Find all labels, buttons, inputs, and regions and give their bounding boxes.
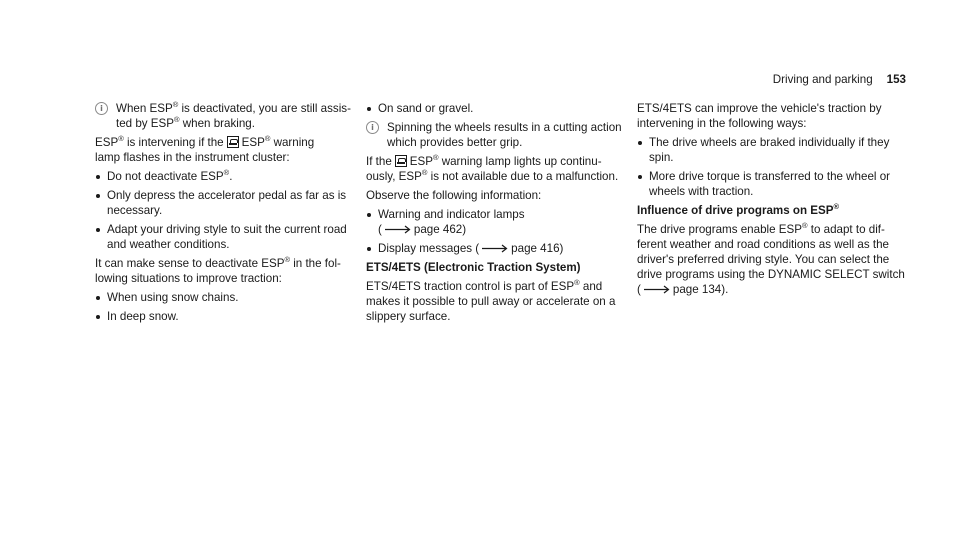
page-link[interactable]: page 462) bbox=[413, 223, 467, 236]
deactivate-text: It can make sense to deactivate ESP® in the fol- lowing situations to improve traction: bbox=[95, 255, 341, 285]
arrow-right-icon bbox=[644, 285, 670, 294]
arrow-right-icon bbox=[385, 225, 411, 234]
column-2 bbox=[366, 101, 631, 328]
bullet-list bbox=[366, 207, 631, 256]
list-item: Only depress the accelerator pedal as far as is necessary. bbox=[95, 188, 360, 218]
info-note: i When ESP® is deactivated, you are still assis- ted by ESP® when braking. bbox=[95, 101, 360, 131]
list-item: The drive wheels are braked individually if they spin. bbox=[637, 135, 907, 165]
page-link[interactable]: page 134). bbox=[672, 283, 729, 296]
bullet-list bbox=[95, 290, 360, 324]
bullet-list bbox=[366, 101, 631, 116]
list-item: Display messages ( page 416) bbox=[366, 241, 631, 256]
column-3 bbox=[637, 101, 907, 301]
drive-programs-text: The drive programs enable ESP® to adapt to dif- ferent weather and road conditions as well as the driver's preferred driving style. You can select the drive programs using the DYNAMIC SELECT switch ( page 134). bbox=[637, 221, 905, 296]
ets-improve-text: ETS/4ETS can improve the vehicle's traction by intervening in the following ways: bbox=[637, 102, 882, 130]
arrow-right-icon bbox=[482, 244, 508, 253]
page-number: 153 bbox=[886, 73, 906, 86]
esp-warning-icon bbox=[227, 136, 239, 148]
section-heading: ETS/4ETS (Electronic Traction System) bbox=[366, 261, 581, 274]
list-item: In deep snow. bbox=[95, 309, 360, 324]
bullet-list bbox=[95, 169, 360, 252]
info-icon: i bbox=[95, 102, 108, 115]
info-icon: i bbox=[366, 121, 379, 134]
list-item: Do not deactivate ESP®. bbox=[95, 169, 360, 184]
bullet-list bbox=[637, 135, 907, 199]
list-item: When using snow chains. bbox=[95, 290, 360, 305]
esp-warning-icon bbox=[395, 155, 407, 167]
info-note: i Spinning the wheels results in a cutting action which provides better grip. bbox=[366, 120, 631, 150]
list-item: Warning and indicator lamps ( page 462) bbox=[366, 207, 631, 237]
page-header bbox=[773, 72, 906, 87]
ets-text: ETS/4ETS traction control is part of ESP® and makes it possible to pull away or accelerate on a slippery surface. bbox=[366, 278, 616, 323]
page-link[interactable]: page 416) bbox=[511, 242, 564, 255]
observe-text: Observe the following information: bbox=[366, 189, 542, 202]
list-item: Adapt your driving style to suit the current road and weather conditions. bbox=[95, 222, 360, 252]
list-item: More drive torque is transferred to the wheel or wheels with traction. bbox=[637, 169, 907, 199]
section-title: Driving and parking bbox=[772, 73, 873, 86]
column-1 bbox=[95, 101, 360, 328]
section-heading: Influence of drive programs on ESP® bbox=[637, 202, 840, 217]
malfunction-text: If the ESP® warning lamp lights up continu- ously, ESP® is not available due to a malfunction. bbox=[366, 153, 619, 183]
esp-intervening-text: ESP® is intervening if the ESP® warning lamp flashes in the instrument cluster: bbox=[95, 134, 315, 164]
list-item: On sand or gravel. bbox=[366, 101, 631, 116]
